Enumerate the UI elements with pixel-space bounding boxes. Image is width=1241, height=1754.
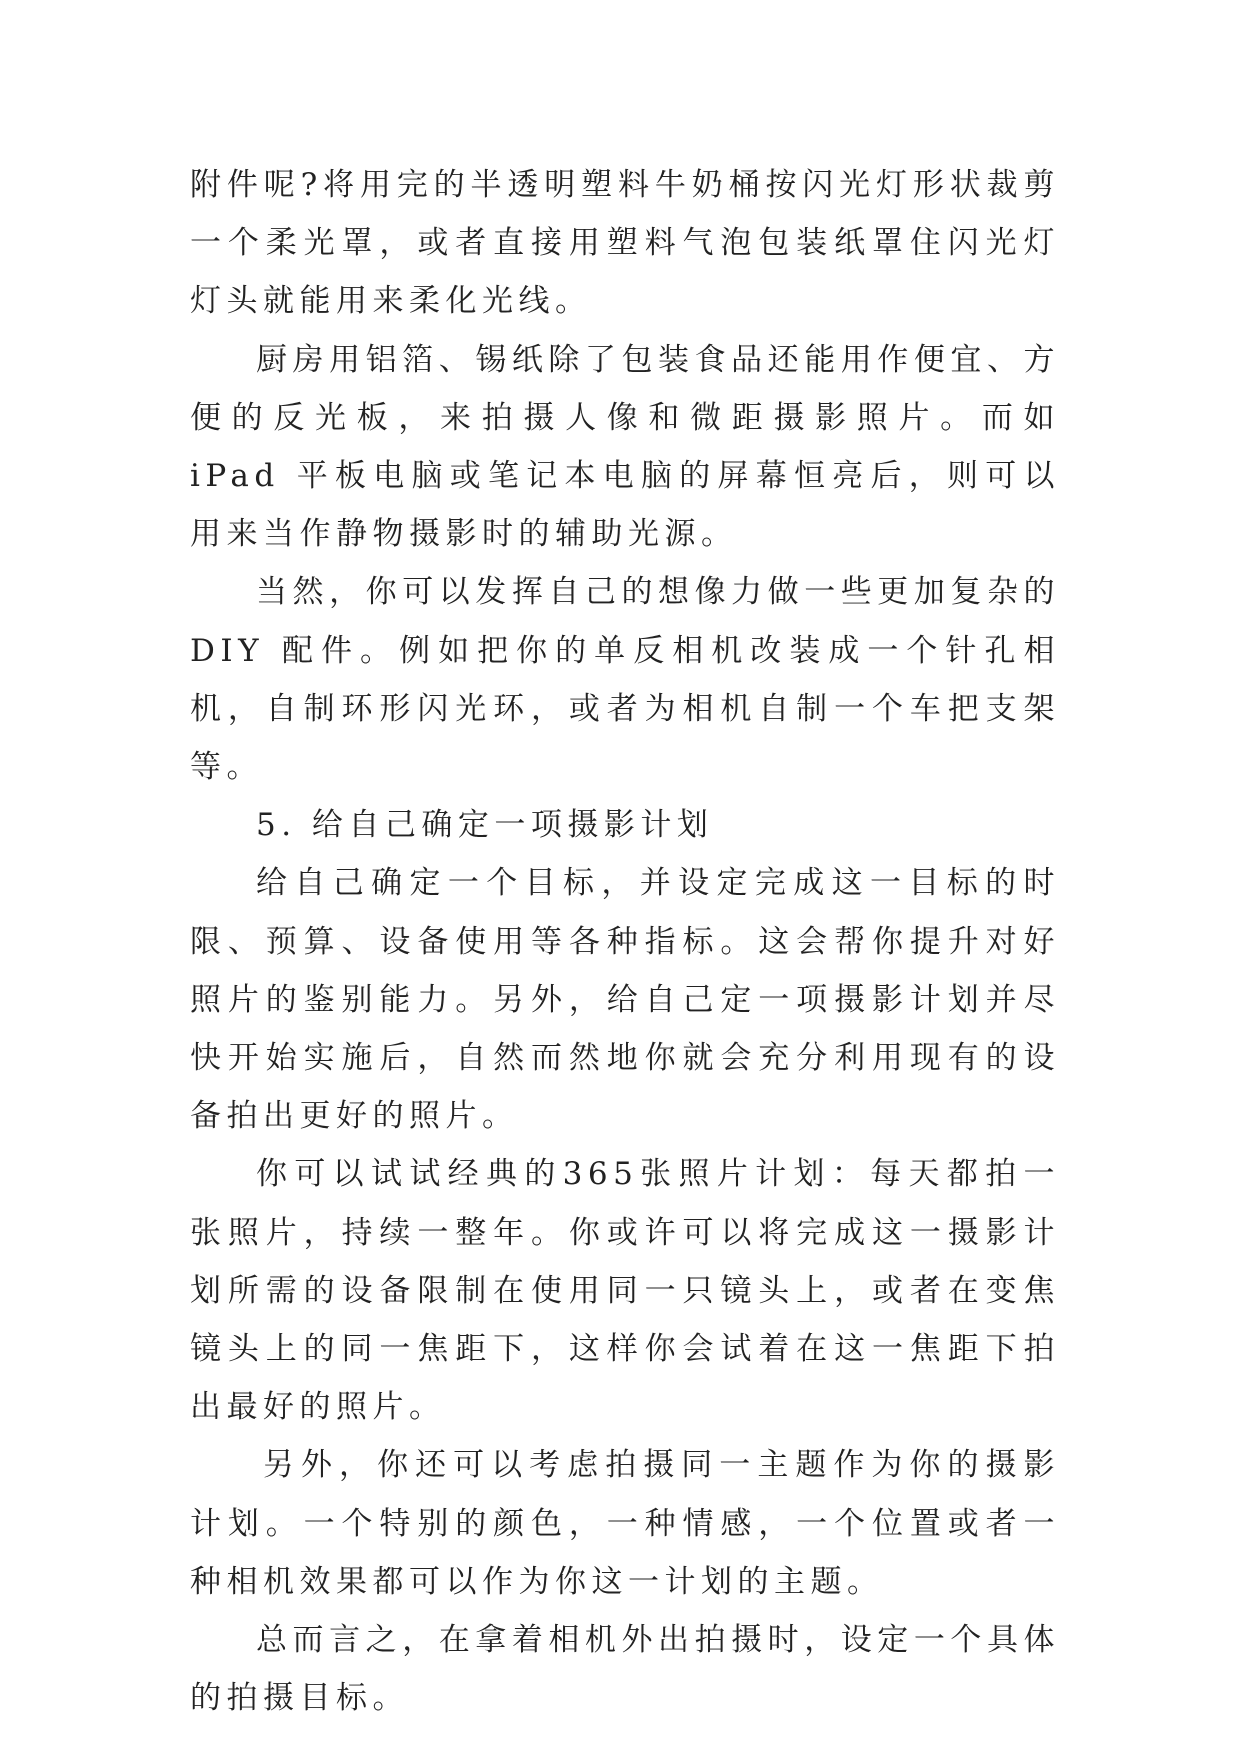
paragraph-set-goal: 给自己确定一个目标，并设定完成这一目标的时限、预算、设备使用等各种指标。这会帮你提升对好照片的鉴别能力。另外，给自己定一项摄影计划并尽快开始实施后，自然而然地你就会充分利用现有的设备拍出更好的照片。 xyxy=(190,865,1060,1135)
document-body xyxy=(190,156,1060,1727)
paragraph-summary: 总而言之，在拿着相机外出拍摄时，设定一个具体的拍摄目标。 xyxy=(190,1622,1060,1717)
paragraph-theme-project: 另外，你还可以考虑拍摄同一主题作为你的摄影计划。一个特别的颜色，一种情感，一个位置或者一种相机效果都可以作为你这一计划的主题。 xyxy=(190,1447,1060,1600)
paragraph-continued: 附件呢?将用完的半透明塑料牛奶桶按闪光灯形状裁剪一个柔光罩，或者直接用塑料气泡包装纸罩住闪光灯灯头就能用来柔化光线。 xyxy=(190,167,1060,320)
paragraph-365-project: 你可以试试经典的365张照片计划：每天都拍一张照片，持续一整年。你或许可以将完成这一摄影计划所需的设备限制在使用同一只镜头上，或者在变焦镜头上的同一焦距下，这样你会试着在这一焦距下拍出最好的照片。 xyxy=(190,1156,1060,1426)
paragraph-diy-accessories: 当然，你可以发挥自己的想像力做一些更加复杂的 DIY 配件。例如把你的单反相机改装成一个针孔相机，自制环形闪光环，或者为相机自制一个车把支架等。 xyxy=(190,574,1060,786)
section-heading: 5. 给自己确定一项摄影计划 xyxy=(256,807,714,844)
paragraph-kitchen-foil: 厨房用铝箔、锡纸除了包装食品还能用作便宜、方便的反光板，来拍摄人像和微距摄影照片。而如 iPad 平板电脑或笔记本电脑的屏幕恒亮后，则可以用来当作静物摄影时的辅助光源。 xyxy=(190,341,1060,553)
